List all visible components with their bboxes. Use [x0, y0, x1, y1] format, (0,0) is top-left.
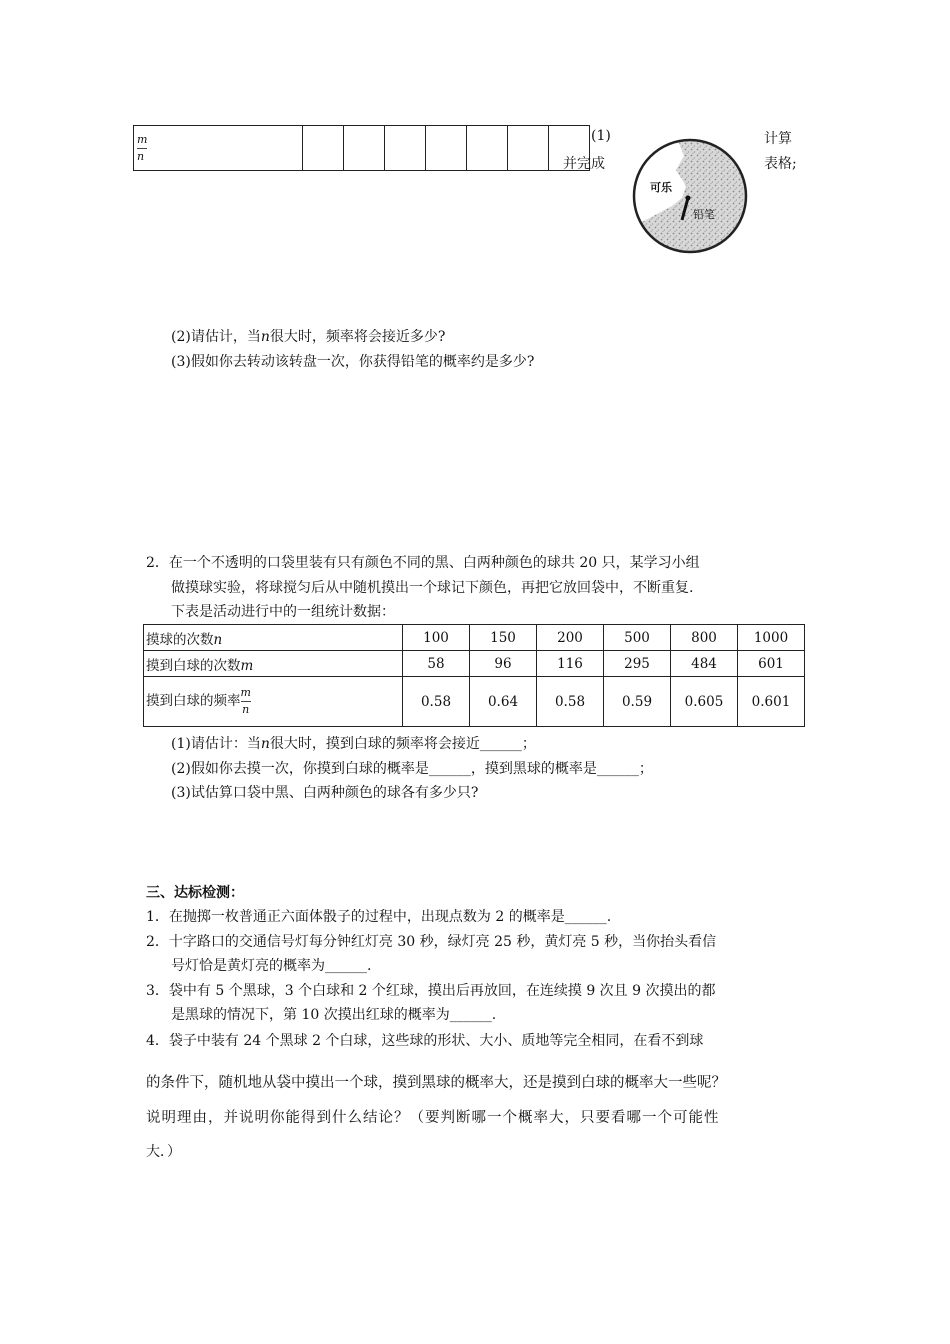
q1-sub2-text-b: 很大时，频率将会接近多少?	[269, 329, 446, 345]
q1-sub2	[171, 326, 445, 346]
frac-numerator: m	[137, 132, 148, 146]
row-label-m-over-n	[134, 126, 303, 171]
section3-item2-line1: 2．十字路口的交通信号灯每分钟红灯亮 30 秒，绿灯亮 25 秒，黄灯亮 5 秒，当你抬头看信	[146, 934, 717, 950]
var-n: n	[260, 329, 270, 345]
table-row	[144, 651, 805, 677]
n-value: 150	[470, 625, 537, 651]
section3-item4-line4: 大．）	[146, 1144, 181, 1160]
q1-compute: 计算	[764, 131, 792, 147]
q1-table-word: 表格;	[764, 156, 797, 172]
var-n: n	[213, 631, 223, 648]
table-cell	[385, 126, 426, 171]
label-text: 摸球的次数	[146, 631, 214, 648]
section3-item3-line2: 是黑球的情况下，第 10 次摸出红球的概率为______.	[171, 1007, 497, 1023]
n-value: 500	[604, 625, 671, 651]
q1-number: (1)	[591, 128, 611, 144]
n-value: 200	[537, 625, 604, 651]
frac-denominator: n	[137, 149, 145, 163]
row-label-trials	[144, 625, 403, 651]
table-cell	[467, 126, 508, 171]
section3-heading: 三、达标检测：	[146, 885, 244, 901]
spinner-label-pencil: 铅笔	[693, 208, 715, 221]
m-value: 295	[604, 651, 671, 677]
q1-and-complete: 并完成	[563, 156, 605, 172]
n-value: 1000	[738, 625, 805, 651]
freq-value: 0.58	[403, 677, 470, 727]
m-value: 58	[403, 651, 470, 677]
sub1-text-b: 很大时，摸到白球的频率将会接近______；	[269, 736, 536, 752]
table-cell	[508, 126, 549, 171]
section3-item2-line2: 号灯恰是黄灯亮的概率为______.	[171, 958, 372, 974]
section3-item4-line3: 说明理由，并说明你能得到什么结论？（要判断哪一个概率大，只要看哪一个可能性	[146, 1110, 720, 1126]
section3-item4-line1: 4．袋子中装有 24 个黑球 2 个白球，这些球的形状、大小、质地等完全相同，在看不到球	[146, 1033, 704, 1049]
section3-item3-line1: 3．袋中有 5 个黑球，3 个白球和 2 个红球，摸出后再放回，在连续摸 9 次且 9 次摸出的都	[146, 983, 716, 999]
sub1-text-a: (1)请估计：当	[171, 736, 261, 752]
stats-table	[143, 624, 805, 727]
table-row	[144, 677, 805, 727]
freq-value: 0.58	[537, 677, 604, 727]
table-cell	[344, 126, 385, 171]
section3-item4-line2: 的条件下，随机地从袋中摸出一个球，摸到黑球的概率大，还是摸到白球的概率大一些呢？	[146, 1075, 726, 1091]
problem2-sub2: (2)假如你去摸一次，你摸到白球的概率是______，摸到黑球的概率是______；	[171, 761, 653, 777]
frac-numerator: m	[240, 686, 251, 699]
m-value: 601	[738, 651, 805, 677]
label-text: 摸到白球的频率	[146, 693, 241, 709]
table-row	[144, 625, 805, 651]
freq-value: 0.601	[738, 677, 805, 727]
m-value: 484	[671, 651, 738, 677]
problem2-sub3: (3)试估算口袋中黑、白两种颜色的球各有多少只?	[171, 785, 479, 801]
q1-sub3: (3)假如你去转动该转盘一次，你获得铅笔的概率约是多少?	[171, 354, 535, 370]
frac-denominator: n	[242, 703, 250, 716]
q1-sub2-text-a: (2)请估计，当	[171, 329, 261, 345]
freq-value: 0.59	[604, 677, 671, 727]
problem2-line1: 2．在一个不透明的口袋里装有只有颜色不同的黑、白两种颜色的球共 20 只，某学习小组	[146, 555, 700, 571]
problem2-sub1	[171, 733, 536, 753]
table-cell	[303, 126, 344, 171]
n-value: 100	[403, 625, 470, 651]
problem2-line2: 做摸球实验，将球搅匀后从中随机摸出一个球记下颜色，再把它放回袋中，不断重复.	[171, 580, 694, 596]
spinner-diagram	[630, 136, 750, 256]
problem2-line3: 下表是活动进行中的一组统计数据：	[171, 604, 395, 620]
m-value: 116	[537, 651, 604, 677]
frequency-table-q1	[133, 125, 590, 171]
row-label-white-frequency	[144, 677, 403, 727]
table-cell	[426, 126, 467, 171]
var-m: m	[240, 657, 254, 674]
section3-item1: 1．在抛掷一枚普通正六面体骰子的过程中，出现点数为 2 的概率是______.	[146, 909, 612, 925]
n-value: 800	[671, 625, 738, 651]
freq-value: 0.605	[671, 677, 738, 727]
m-value: 96	[470, 651, 537, 677]
var-n: n	[260, 736, 270, 752]
label-text: 摸到白球的次数	[146, 657, 241, 674]
row-label-white-count	[144, 651, 403, 677]
spinner-label-cola: 可乐	[650, 181, 672, 194]
freq-value: 0.64	[470, 677, 537, 727]
